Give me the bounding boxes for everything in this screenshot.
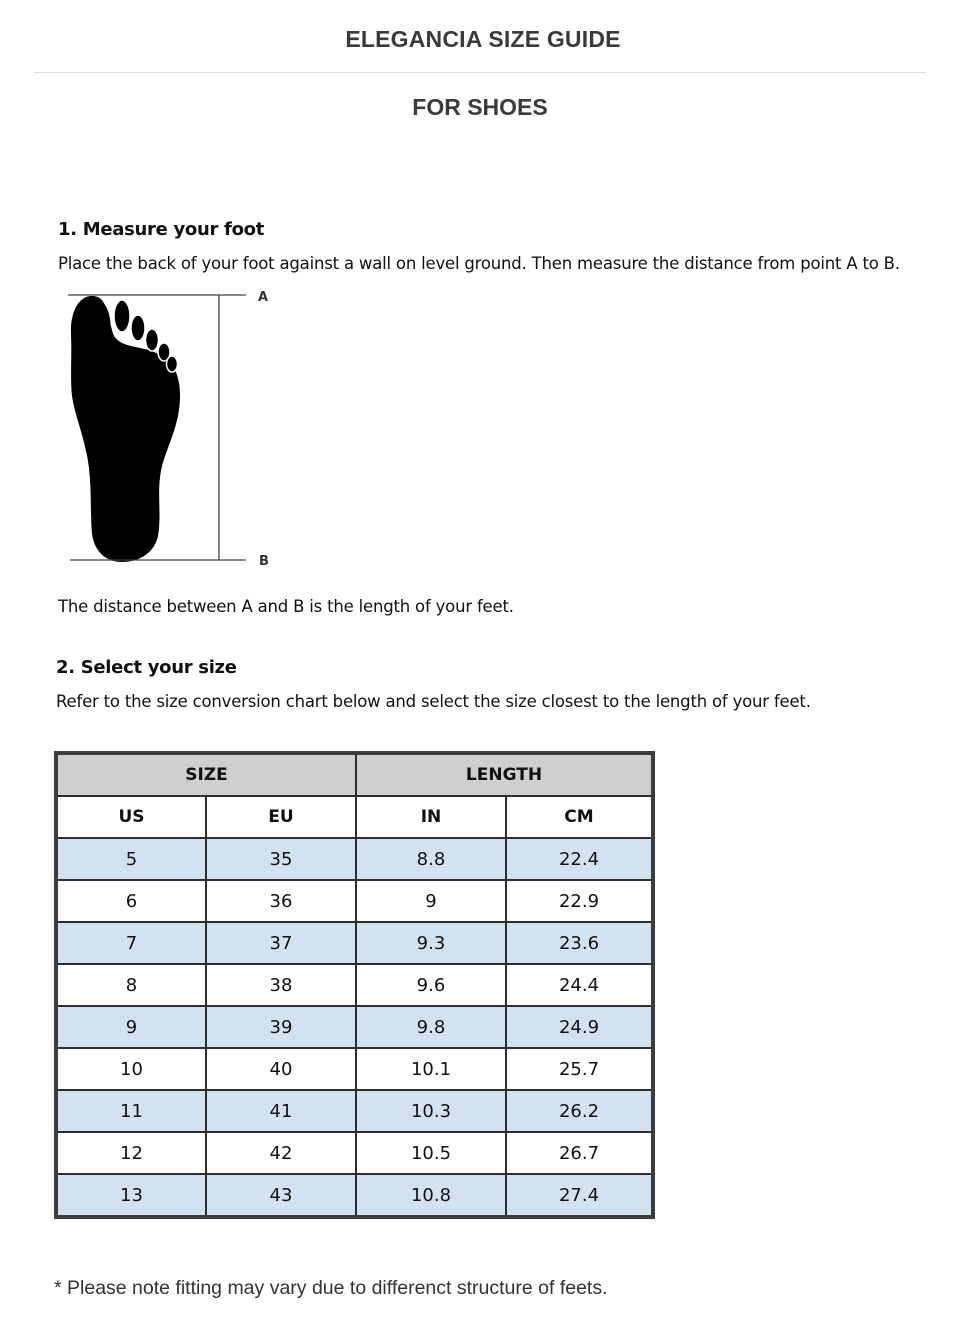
cell-in: 9.6 [356, 964, 506, 1006]
table-row [56, 880, 653, 922]
table-row [56, 1132, 653, 1174]
cell-eu: 35 [206, 838, 356, 880]
step2-heading: 2. Select your size [56, 657, 237, 678]
cell-us: 5 [56, 838, 206, 880]
cell-us: 11 [56, 1090, 206, 1132]
cell-in: 9 [356, 880, 506, 922]
cell-eu: 38 [206, 964, 356, 1006]
step1-heading: 1. Measure your foot [58, 219, 265, 240]
page-subtitle: FOR SHOES [412, 94, 548, 120]
foot-measure-illustration [58, 286, 298, 576]
cell-eu: 40 [206, 1048, 356, 1090]
cell-eu: 43 [206, 1174, 356, 1217]
cell-cm: 25.7 [506, 1048, 653, 1090]
cell-us: 6 [56, 880, 206, 922]
cell-us: 10 [56, 1048, 206, 1090]
cell-in: 10.8 [356, 1174, 506, 1217]
page-title: ELEGANCIA SIZE GUIDE [345, 26, 621, 52]
cell-eu: 42 [206, 1132, 356, 1174]
column-header-cm: CM [506, 796, 653, 838]
cell-us: 13 [56, 1174, 206, 1217]
cell-us: 9 [56, 1006, 206, 1048]
cell-us: 7 [56, 922, 206, 964]
table-row [56, 1048, 653, 1090]
cell-in: 10.3 [356, 1090, 506, 1132]
column-header-us: US [56, 796, 206, 838]
title-divider [34, 72, 926, 73]
point-a-label: A [258, 290, 269, 305]
cell-cm: 27.4 [506, 1174, 653, 1217]
cell-eu: 36 [206, 880, 356, 922]
table-row [56, 922, 653, 964]
step1-instruction: Place the back of your foot against a wall on level ground. Then measure the distance from point A to B. [58, 254, 900, 273]
cell-eu: 39 [206, 1006, 356, 1048]
fitting-note: * Please note fitting may vary due to differenct structure of feets. [54, 1277, 608, 1299]
group-header-length: LENGTH [356, 753, 653, 796]
cell-in: 10.1 [356, 1048, 506, 1090]
cell-eu: 37 [206, 922, 356, 964]
cell-in: 9.8 [356, 1006, 506, 1048]
column-header-eu: EU [206, 796, 356, 838]
column-header-in: IN [356, 796, 506, 838]
table-row [56, 1006, 653, 1048]
cell-us: 12 [56, 1132, 206, 1174]
cell-cm: 24.4 [506, 964, 653, 1006]
table-row [56, 838, 653, 880]
cell-in: 8.8 [356, 838, 506, 880]
cell-cm: 26.7 [506, 1132, 653, 1174]
cell-cm: 22.9 [506, 880, 653, 922]
step2-instruction: Refer to the size conversion chart below and select the size closest to the length of your feet. [56, 692, 811, 711]
cell-cm: 23.6 [506, 922, 653, 964]
cell-eu: 41 [206, 1090, 356, 1132]
foot-silhouette-icon [71, 296, 180, 562]
step1-caption: The distance between A and B is the length of your feet. [58, 597, 514, 616]
cell-cm: 26.2 [506, 1090, 653, 1132]
cell-cm: 24.9 [506, 1006, 653, 1048]
point-b-label: B [259, 554, 269, 569]
group-header-size: SIZE [56, 753, 356, 796]
cell-cm: 22.4 [506, 838, 653, 880]
size-conversion-table [54, 751, 655, 1219]
cell-in: 9.3 [356, 922, 506, 964]
table-row [56, 964, 653, 1006]
cell-in: 10.5 [356, 1132, 506, 1174]
cell-us: 8 [56, 964, 206, 1006]
table-row [56, 1090, 653, 1132]
table-row [56, 1174, 653, 1217]
